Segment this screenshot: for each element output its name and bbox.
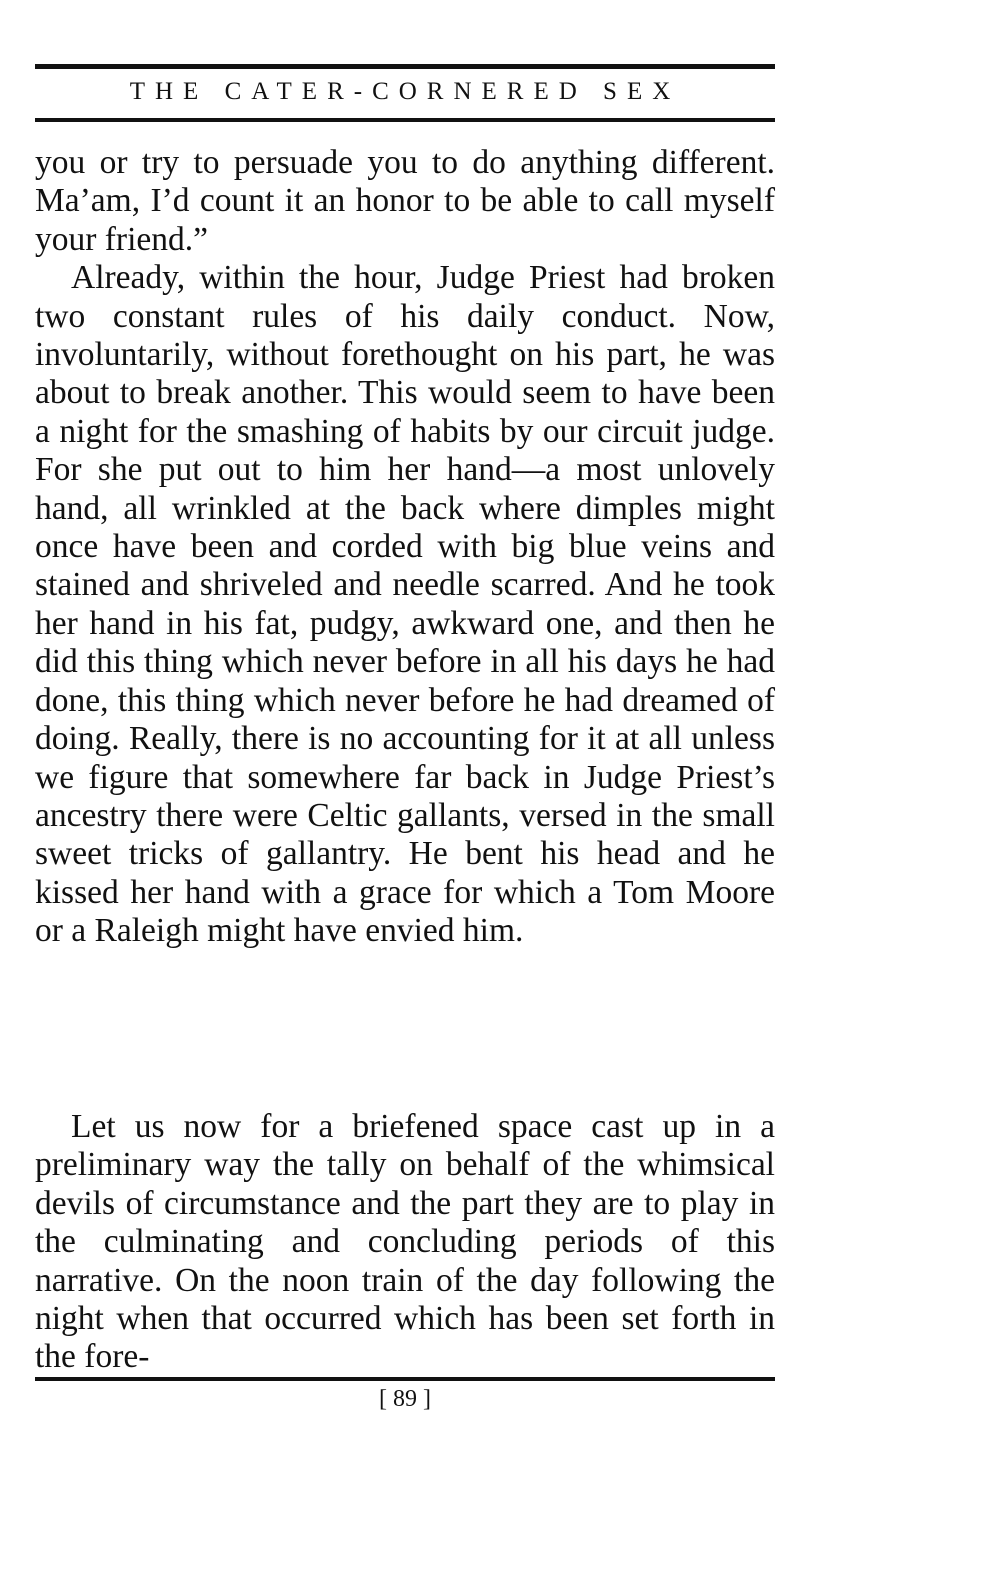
header-top-rule <box>35 64 775 69</box>
running-head: THE CATER-CORNERED SEX <box>129 78 681 105</box>
paragraph-judge-priest: Already, within the hour, Judge Priest had broken two constant rules of his daily conduct. Now, involuntarily, without forethought on his part, he was about to break another. This would seem to have been a night for the smashing of habits by our circuit judge. For she put out to him her hand—a most unlovely hand, all wrinkled at the back where dimples might once have been and corded with big blue veins and stained and shriveled and needle scarred. And he took her hand in his fat, pudgy, awkward one, and then he did this thing which never before in all his days he had done, this thing which never before he had dreamed of doing. Really, there is no accounting for it at all unless we figure that somewhere far back in Judge Priest’s ancestry there were Celtic gallants, versed in the small sweet tricks of gallantry. He bent his head and he kissed her hand with a grace for which a Tom Moore or a Raleigh might have envied him. <box>35 259 775 950</box>
page-number: [ 89 ] <box>379 1386 431 1412</box>
paragraph-continuation: you or try to persuade you to do anything different. Ma’am, I’d count it an honor to be able to call myself your friend.” <box>35 144 775 258</box>
header-bottom-rule <box>35 118 775 122</box>
book-page <box>35 0 775 1596</box>
paragraph-section-start: Let us now for a briefened space cast up in a preliminary way the tally on behalf of the whimsical devils of circumstance and the part they are to play in the culminating and concluding periods of this narrative. On the noon train of the day following the night when that occurred which has been set forth in the fore- <box>35 1108 775 1376</box>
text-block-upper <box>35 144 775 951</box>
footer-rule <box>35 1377 775 1381</box>
text-block-lower <box>35 1108 775 1377</box>
